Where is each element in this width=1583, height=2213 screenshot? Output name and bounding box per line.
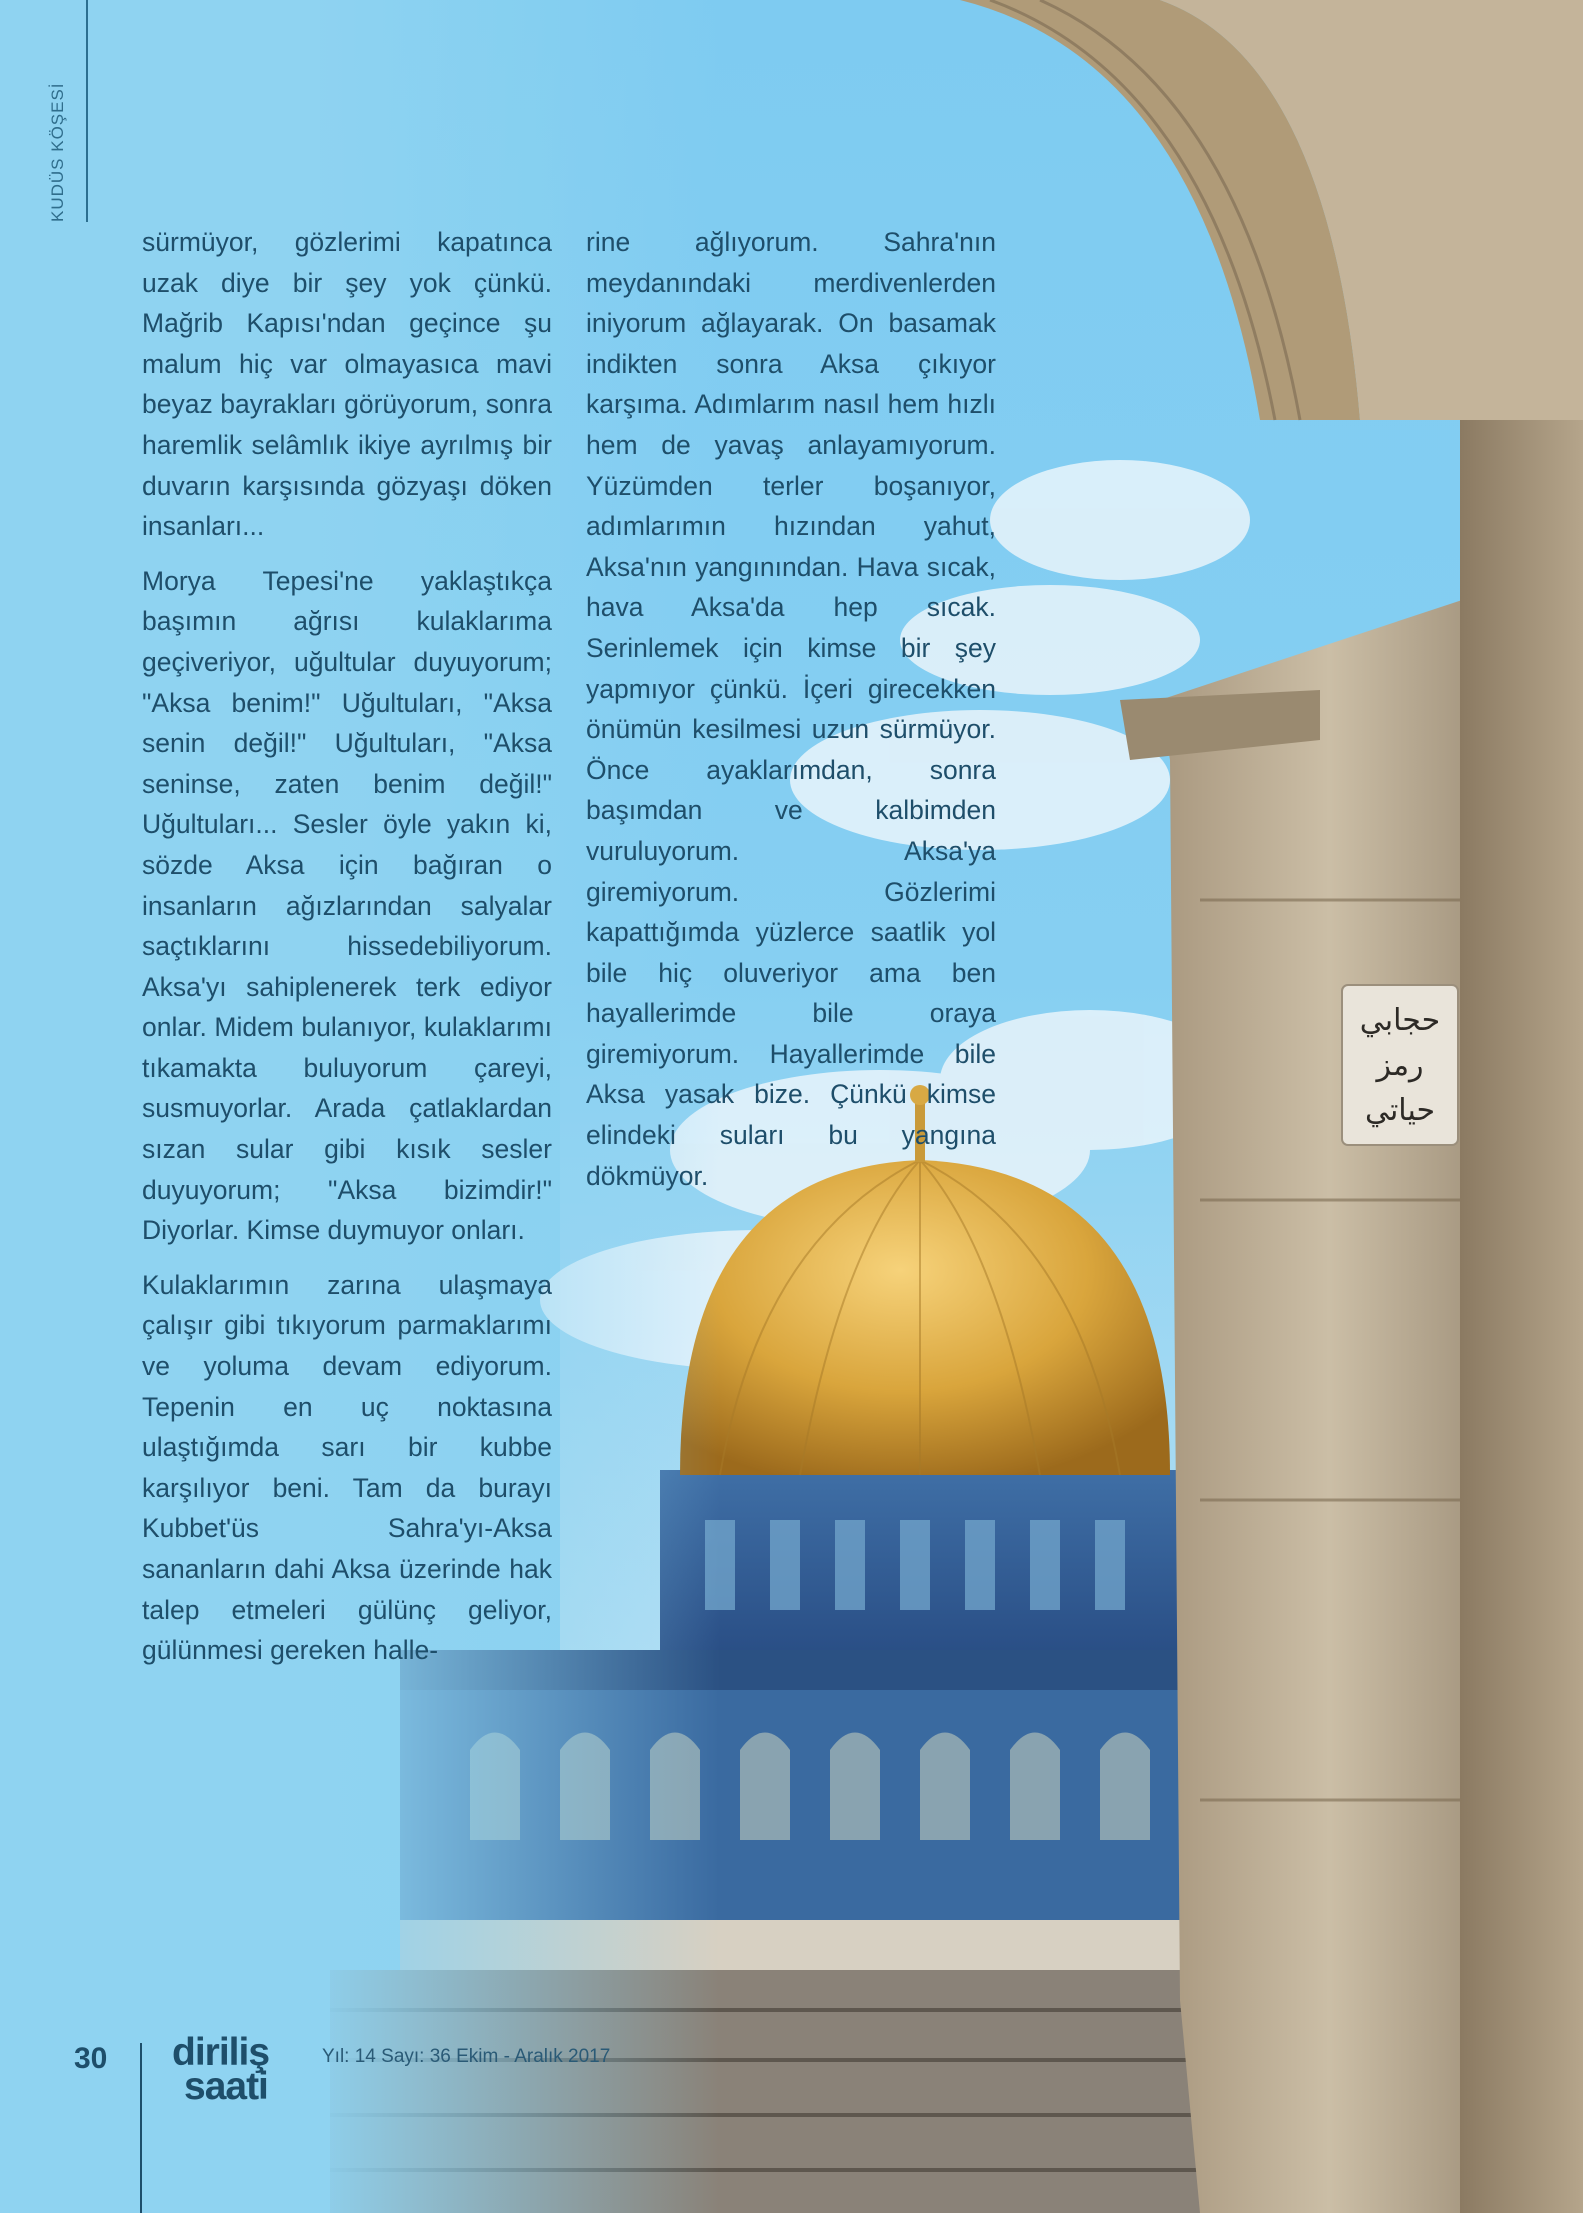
section-label: KUDÜS KÖŞESİ bbox=[48, 82, 67, 222]
article-column-2 bbox=[586, 222, 996, 1210]
paragraph: Kulaklarımın zarına ulaşmaya çalışır gibi tıkıyorum parmaklarımı ve yoluma devam ediyorum. Tepenin en uç noktasına ulaştığımda sarı bir kubbe karşılıyor beni. Tam da burayı Kubbet'üs Sahra'yı-Aksa sananların dahi Aksa üzerinde hak talep etmeleri gülünç geliyor, gülünmesi gereken halle- bbox=[142, 1269, 552, 1666]
paragraph: rine ağlıyorum. Sahra'nın meydanındaki merdivenlerden iniyorum ağlayarak. On basamak indikten sonra Aksa çıkıyor karşıma. Adımlarım nasıl hem hızlı hem de yavaş anlayamıyorum. Yüzümden terler boşanıyor, adımlarımın hızından yahut, Aksa'nın yangınından. Hava sıcak, hava Aksa'da hep sıcak. Serinlemek için kimse bir şey yapmıyor çünkü. İçeri girecekken önümün kesilmesi uzun sürmüyor. Önce ayaklarımdan, sonra başımdan ve kalbimden vuruluyorum. Aksa'ya giremiyorum. Gözlerimi kapattığımda yüzlerce saatlik yol bile hiç oluveriyor ama ben hayallerimde bile oraya giremiyorum. Hayallerimde bile Aksa yasak bize. Çünkü kimse elindeki suları bu yangına dökmüyor. bbox=[586, 227, 996, 1191]
sign-line-1: حجابي bbox=[1359, 1003, 1441, 1038]
logo-line-1: diriliş bbox=[172, 2031, 270, 2074]
section-rule bbox=[86, 0, 88, 222]
sign-line-3: حياتي bbox=[1364, 1093, 1436, 1128]
paragraph: Morya Tepesi'ne yaklaştıkça başımın ağrısı kulaklarıma geçiveriyor, uğultular duyuyorum; "Aksa benim!" Uğultuları, "Aksa senin değil!" Uğultuları, "Aksa seninse, zaten benim değil!" Uğultuları... Sesler öyle yakın ki, sözde Aksa için bağıran o insanların ağızlarından salyalar saçtıklarını hissedebiliyorum. Aksa'yı sahiplenerek terk ediyor onlar. Midem bulanıyor, kulaklarımı tıkamakta buluyorum çareyi, susmuyorlar. Arada çatlaklardan sızan sular gibi kısık sesler duyuyorum; "Aksa bizimdir!" Diyorlar. Kimse duymuyor onları. bbox=[142, 565, 552, 1246]
issue-info: Yıl: 14 Sayı: 36 Ekim - Aralık 2017 bbox=[322, 2046, 611, 2067]
paragraph: sürmüyor, gözlerimi kapatınca uzak diye bir şey yok çünkü. Mağrib Kapısı'ndan geçince şu malum hiç var olmayasıca mavi beyaz bayrakları görüyorum, sonra haremlik selâmlık ikiye ayrılmış bir duvarın karşısında gözyaşı döken insanları... bbox=[142, 227, 552, 542]
logo-line-2: saati bbox=[184, 2065, 268, 2108]
article-column-1 bbox=[142, 222, 552, 1685]
magazine-logo bbox=[172, 2031, 302, 2108]
sign-line-2: رمز bbox=[1376, 1048, 1424, 1083]
footer-rule bbox=[140, 2043, 142, 2213]
page-number: 30 bbox=[74, 2042, 108, 2075]
